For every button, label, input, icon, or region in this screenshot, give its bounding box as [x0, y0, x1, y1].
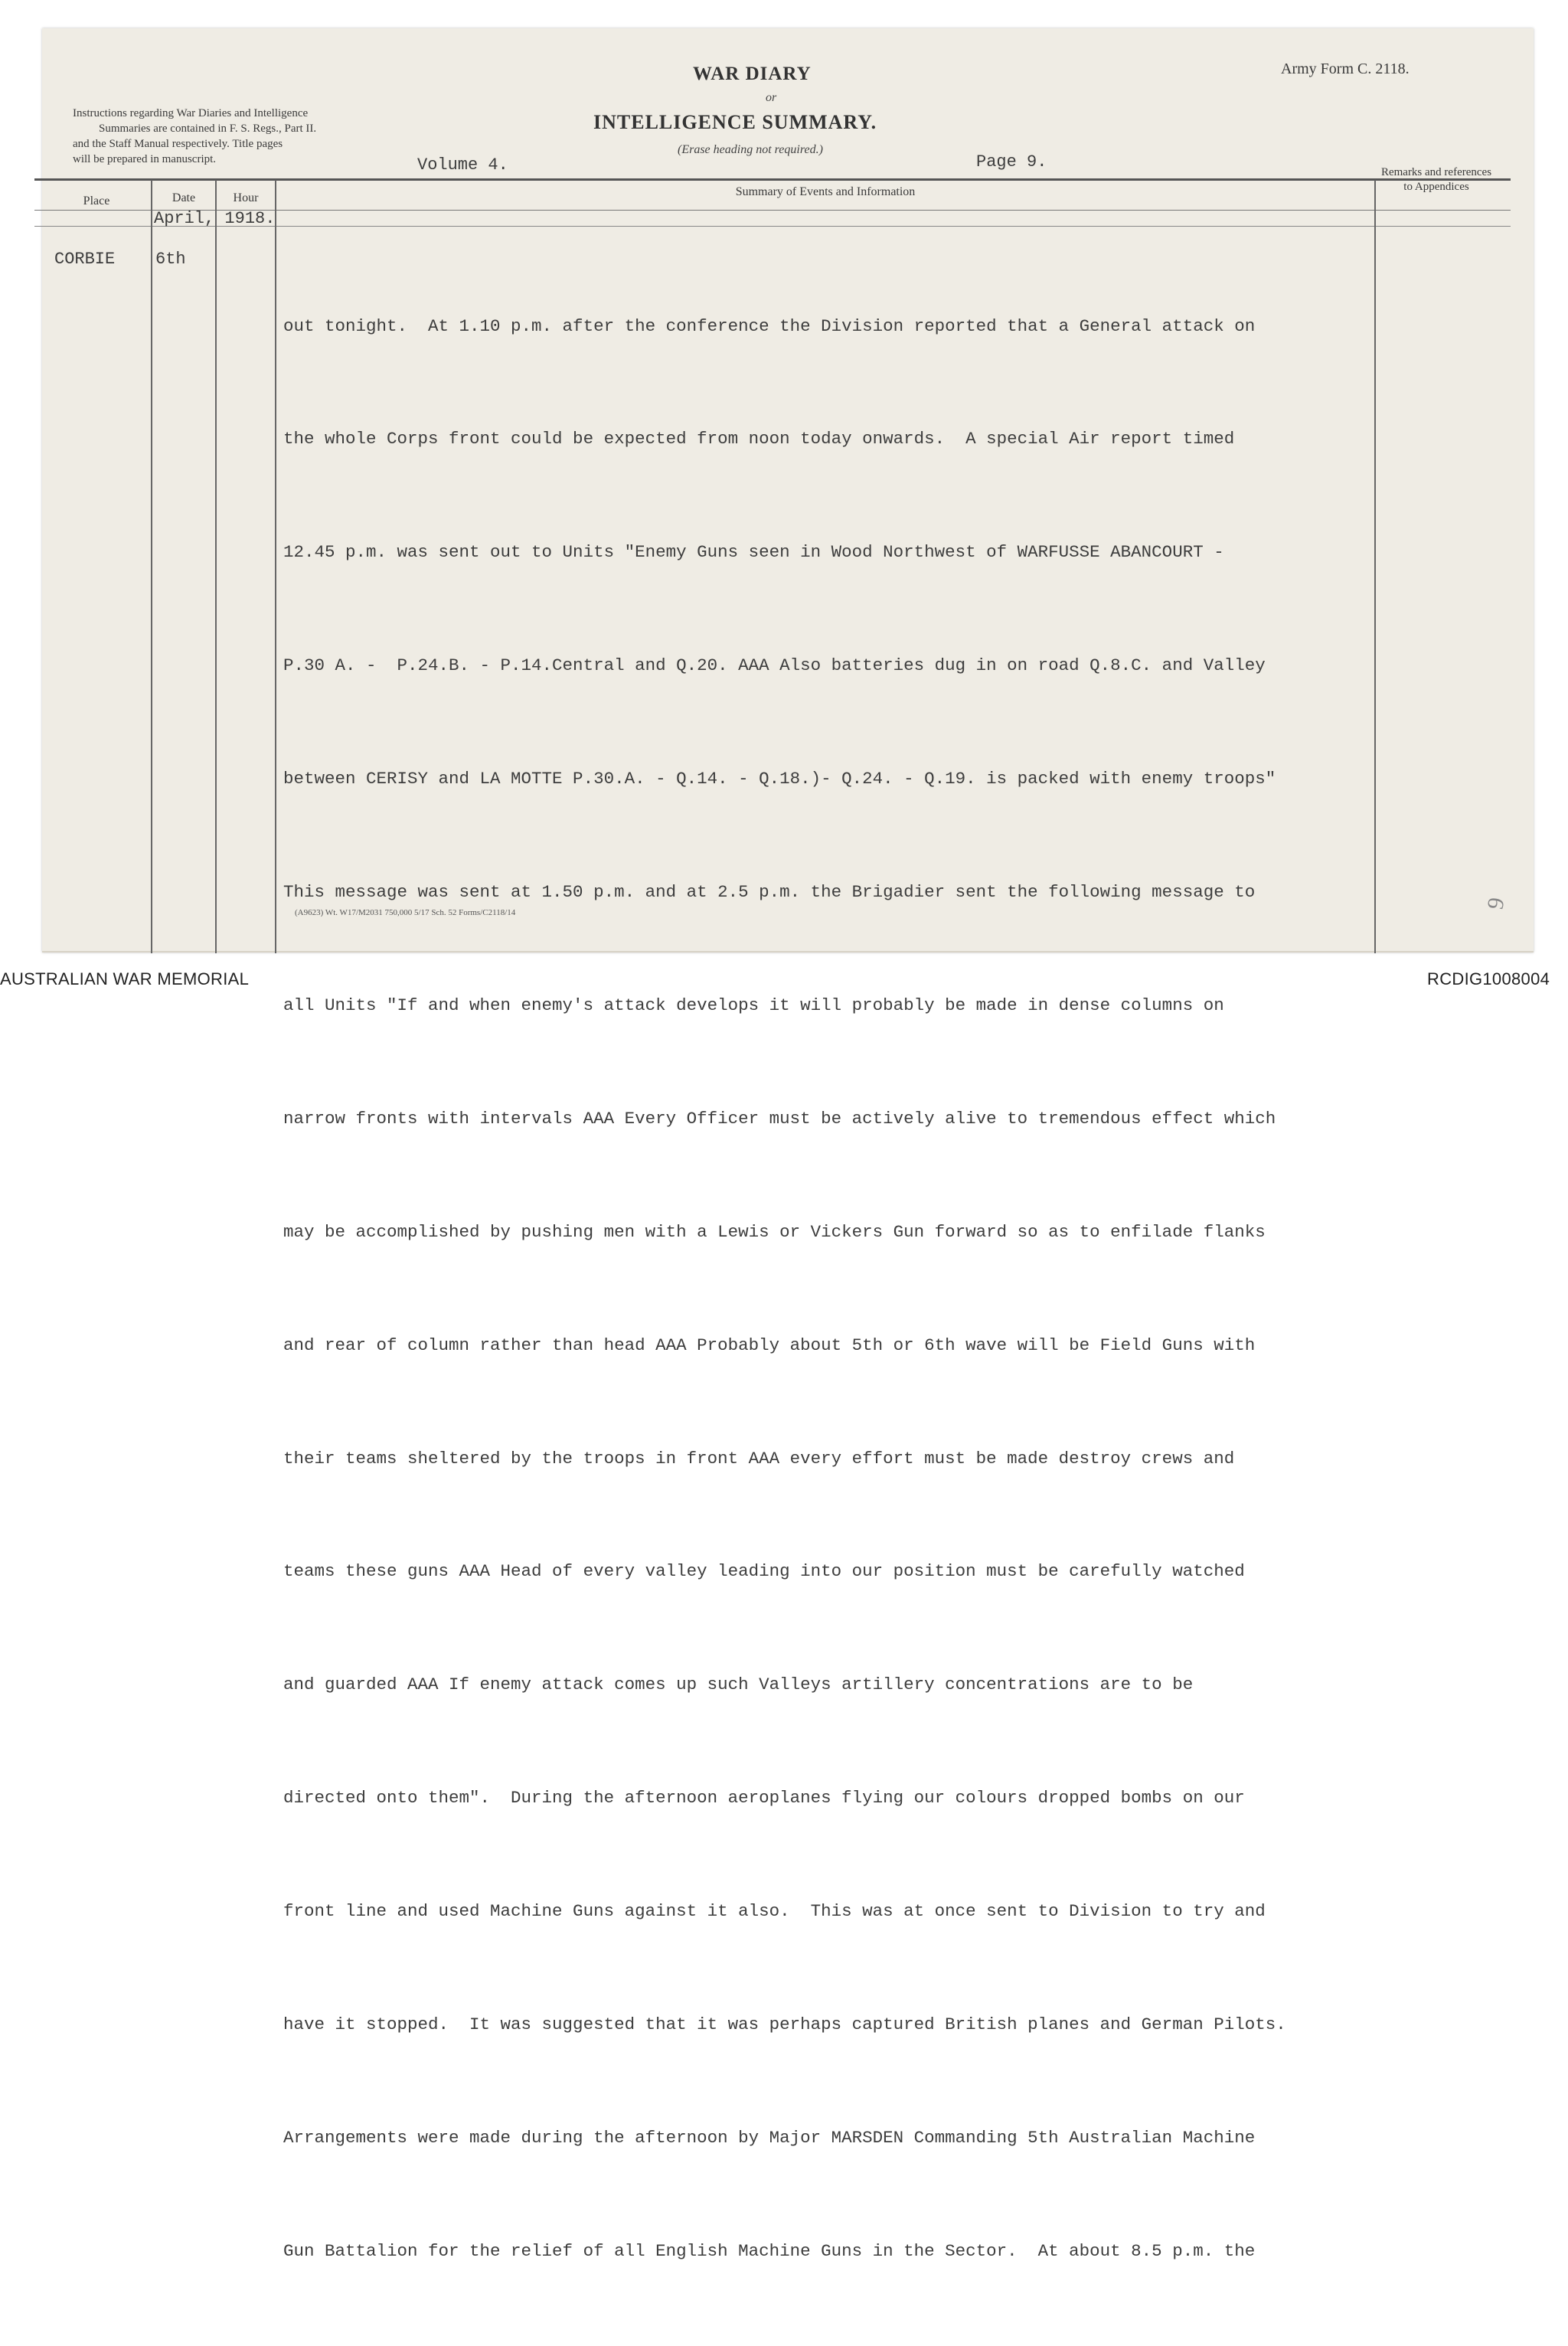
heading-intelligence-summary: INTELLIGENCE SUMMARY. [593, 111, 877, 133]
column-divider-place [151, 180, 152, 953]
summary-text [283, 232, 1432, 2346]
summary-line: the whole Corps front could be expected from noon today onwards. A special Air report timed [283, 429, 1235, 449]
form-number: Army Form C. 2118. [1281, 60, 1410, 77]
summary-line: narrow fronts with intervals AAA Every Officer must be actively alive to tremendous effect which [283, 1108, 1276, 1129]
summary-line: out tonight. At 1.10 p.m. after the conference the Division reported that a General attack on [283, 315, 1256, 336]
column-divider-date [215, 180, 217, 953]
column-header-place: Place [83, 194, 110, 207]
column-header-hour: Hour [233, 191, 259, 204]
heading-war-diary: WAR DIARY [693, 64, 812, 84]
summary-line: directed onto them". During the afternoon aeroplanes flying our colours dropped bombs on our [283, 1788, 1245, 1809]
date-value: 6th [155, 250, 186, 269]
summary-line: Gun Battalion for the relief of all English Machine Guns in the Sector. At about 8.5 p.m. the [283, 2240, 1256, 2261]
summary-line: Arrangements were made during the afternoon by Major MARSDEN Commanding 5th Australian Machine [283, 2127, 1256, 2148]
page-number: Page 9. [976, 152, 1047, 172]
summary-line: all Units "If and when enemy's attack develops it will probably be made in dense columns on [283, 995, 1224, 1015]
summary-line: their teams sheltered by the troops in front AAA every effort must be made destroy crews and [283, 1448, 1235, 1469]
column-divider-hour [275, 180, 276, 953]
summary-line: This message was sent at 1.50 p.m. and at 2.5 p.m. the Brigadier sent the following message to [283, 882, 1256, 903]
archive-reference: RCDIG1008004 [1427, 969, 1550, 988]
instructions-line: Instructions regarding War Diaries and Intelligence [73, 107, 309, 119]
summary-line: have it stopped. It was suggested that it was perhaps captured British planes and German Pilots. [283, 2014, 1286, 2034]
column-header-remarks: Remarks and references to Appendices [1380, 166, 1492, 193]
table-top-rule [34, 178, 1511, 181]
margin-page-mark: 9 [1482, 895, 1510, 912]
summary-line: 12.45 p.m. was sent out to Units "Enemy Guns seen in Wood Northwest of WARFUSSE ABANCOURT - [283, 542, 1224, 563]
summary-line: front line and used Machine Guns against it also. This was at once sent to Division to try and [283, 1901, 1266, 1922]
summary-line: between CERISY and LA MOTTE P.30.A. - Q.14. - Q.18.)- Q.24. - Q.19. is packed with enemy troops" [283, 769, 1276, 789]
summary-line: P.30 A. - P.24.B. - P.14.Central and Q.20. AAA Also batteries dug in on road Q.8.C. and Valley [283, 655, 1266, 676]
volume-number: Volume 4. [417, 155, 508, 175]
heading-note: (Erase heading not required.) [678, 143, 823, 156]
instructions-line: and the Staff Manual respectively. Title pages [73, 138, 283, 150]
column-header-summary: Summary of Events and Information [735, 185, 916, 198]
place-value: CORBIE [54, 250, 116, 269]
summary-line: and rear of column rather than head AAA Probably about 5th or 6th wave will be Field Guns with [283, 1335, 1256, 1355]
summary-line: teams these guns AAA Head of every valley leading into our position must be carefully watched [283, 1561, 1245, 1582]
instructions-line: Summaries are contained in F. S. Regs., Part II. [99, 123, 317, 135]
printer-imprint: (A9623) Wt. W17/M2031 750,000 5/17 Sch. 52 Forms/C2118/14 [295, 908, 516, 917]
date-heading: April, 1918. [154, 209, 276, 228]
summary-line: may be accomplished by pushing men with a Lewis or Vickers Gun forward so as to enfilade flanks [283, 1221, 1266, 1242]
instructions-line: will be prepared in manuscript. [73, 153, 217, 165]
heading-or: or [766, 91, 777, 104]
column-header-date: Date [172, 191, 196, 204]
instructions-block [73, 106, 425, 167]
summary-line: and guarded AAA If enemy attack comes up such Valleys artillery concentrations are to be [283, 1675, 1194, 1695]
archive-credit: AUSTRALIAN WAR MEMORIAL [0, 969, 250, 988]
